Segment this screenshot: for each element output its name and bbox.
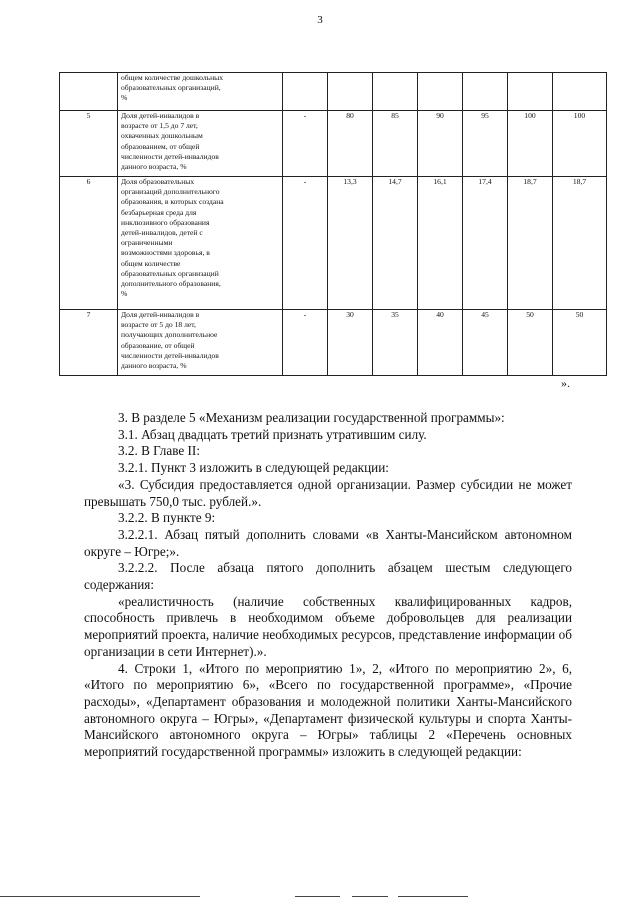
value-cell	[418, 73, 463, 111]
table-row	[60, 310, 607, 376]
document-body	[84, 410, 572, 761]
value-cell	[328, 73, 373, 111]
value-cell: 100	[553, 111, 607, 177]
row-number: 7	[60, 310, 118, 376]
paragraph-3-2-2: 3.2.2. В пункте 9:	[118, 510, 216, 526]
row-number: 6	[60, 177, 118, 310]
value-cell: 30	[328, 310, 373, 376]
value-cell: -	[283, 177, 328, 310]
table-row	[60, 177, 607, 310]
value-cell	[553, 73, 607, 111]
value-cell: 45	[463, 310, 508, 376]
table-row	[60, 73, 607, 111]
value-cell: 50	[553, 310, 607, 376]
value-cell	[373, 73, 418, 111]
paragraph-4: 4. Строки 1, «Итого по мероприятию 1», 2, «Итого по мероприятию 2», 6, «Итого по мероприятию 6», «Всего по государственной программе», «Прочие расходы», «Департамент образования и молодежной политики Ханты-Мансийского автономного округа – Югры», «Департамент физической культуры и спорта Ханты-Мансийского автономного округа – Югры» таблицы 2 «Перечень основных мероприятий государственной программы» изложить в следующей редакции:	[84, 660, 572, 760]
indicator-name: Доля детей-инвалидов в возрасте от 1,5 до 7 лет, охваченных дошкольным образованием, от общей численности детей-инвалидов данного возраста, %	[118, 111, 283, 177]
indicator-name: общем количестве дошкольных образовательных организаций, %	[118, 73, 283, 111]
value-cell: -	[283, 310, 328, 376]
value-cell: 35	[373, 310, 418, 376]
paragraph-3-2-2-1: 3.2.2.1. Абзац пятый дополнить словами «в Ханты-Мансийском автономном округе – Югре;».	[84, 526, 572, 559]
value-cell: 85	[373, 111, 418, 177]
value-cell: 100	[508, 111, 553, 177]
page-number: 3	[317, 14, 323, 26]
value-cell	[283, 73, 328, 111]
value-cell: 16,1	[418, 177, 463, 310]
paragraph-3-2: 3.2. В Главе II:	[118, 443, 200, 459]
value-cell: 50	[508, 310, 553, 376]
paragraph-3-2-2-2: 3.2.2.2. После абзаца пятого дополнить абзацем шестым следующего содержания:	[84, 560, 572, 593]
paragraph-realism-quote: «реалистичность (наличие собственных квалифицированных кадров, способность привлечь в необходимом объеме добровольцев для реализации мероприятий проекта, наличие необходимых ресурсов, представление информации об организации в сети Интернет).».	[84, 593, 572, 659]
value-cell: 14,7	[373, 177, 418, 310]
value-cell: 90	[418, 111, 463, 177]
paragraph-subsidy-quote: «3. Субсидия предоставляется одной организации. Размер субсидии не может превышать 750,0 тыс. рублей.».	[84, 476, 572, 509]
indicator-name: Доля детей-инвалидов в возрасте от 5 до 18 лет, получающих дополнительное образование, от общей численности детей-инвалидов данного возраста, %	[118, 310, 283, 376]
value-cell: -	[283, 111, 328, 177]
value-cell: 17,4	[463, 177, 508, 310]
paragraph-3-2-1: 3.2.1. Пункт 3 изложить в следующей редакции:	[118, 460, 389, 476]
row-number	[60, 73, 118, 111]
table-row	[60, 111, 607, 177]
value-cell: 18,7	[508, 177, 553, 310]
value-cell	[463, 73, 508, 111]
scan-edge-lines	[0, 896, 640, 898]
indicators-table	[59, 72, 607, 376]
value-cell: 95	[463, 111, 508, 177]
value-cell: 13,3	[328, 177, 373, 310]
row-number: 5	[60, 111, 118, 177]
value-cell: 18,7	[553, 177, 607, 310]
value-cell: 80	[328, 111, 373, 177]
paragraph-section-5: 3. В разделе 5 «Механизм реализации государственной программы»:	[118, 410, 505, 425]
closing-quote: ».	[561, 376, 570, 390]
paragraph-3-1: 3.1. Абзац двадцать третий признать утратившим силу.	[118, 426, 427, 442]
indicator-name: Доля образовательных организаций дополнительного образования, в которых создана безбарьерная среда для инклюзивного образования детей-инвалидов, детей с ограниченными возможностями здоровья, в общем количестве образовательных организаций дополнительного образования, %	[118, 177, 283, 310]
value-cell: 40	[418, 310, 463, 376]
value-cell	[508, 73, 553, 111]
